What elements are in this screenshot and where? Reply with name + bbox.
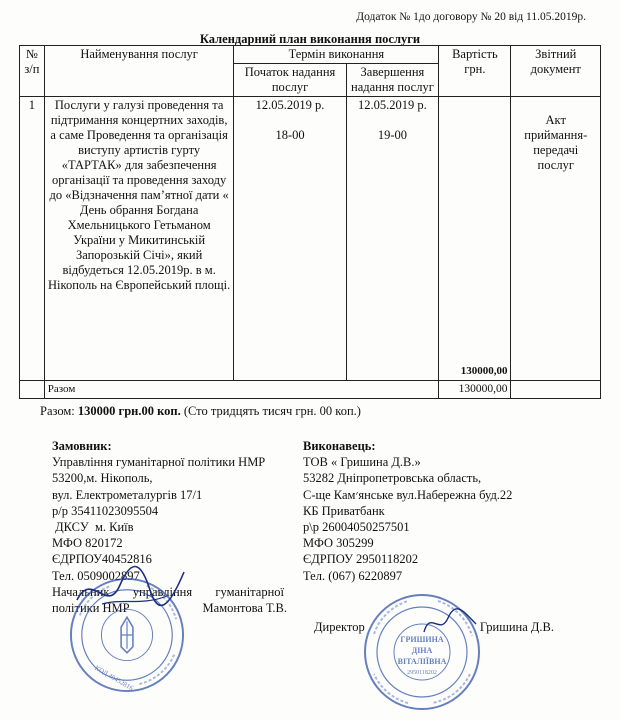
header-term: Термін виконання	[234, 46, 439, 64]
contractor-account: р\р 26004050257501	[303, 520, 410, 535]
row-end-date: 12.05.2019 р.	[358, 98, 427, 112]
row-num: 1	[20, 97, 45, 381]
contractor-phone: Тел. (067) 6220897	[303, 568, 403, 583]
customer-account: р/р 35411023095504	[52, 503, 159, 518]
contractor-stamp-name-2: ДІНА	[411, 646, 433, 655]
customer-address1: 53200,м. Нікополь,	[52, 471, 153, 486]
total-prefix: Разом:	[40, 404, 75, 418]
row-service-description: Послуги у галузі проведення та підтримання концертних заходів, а саме Проведення та організація виступу артистів гурту «ТАРТАК» для забезпечення організації та проведення заходу до «Відзначення пам’ятної дати « День обрання Богдана Хмельницького Гетьманом України у Микитинській Запорозькій Січі», який відбудеться 12.05.2019р. в м. Нікополь на Європейський площі.	[44, 97, 234, 381]
row-start-date: 12.05.2019 р.	[255, 98, 325, 112]
contractor-edrpou: ЄДРПОУ 2950118202	[303, 552, 419, 567]
customer-signer-title: Начальник управління гуманітарної	[52, 584, 284, 599]
customer-bank: ДКСУ м. Київ	[52, 520, 134, 535]
header-end: Завершення надання послуг	[346, 64, 439, 97]
total-words: (Сто тридцять тисяч грн. 00 коп.)	[183, 404, 361, 418]
contractor-stamp-name: ГРИШИНА	[400, 635, 444, 644]
contractor-org: ТОВ « Гришина Д.В.»	[303, 455, 421, 470]
contractor-details	[303, 438, 553, 584]
row-start	[234, 97, 346, 381]
customer-phone: Тел. 0509002897	[52, 568, 140, 583]
customer-address2: вул. Електрометалургів 17/1	[52, 487, 203, 502]
contractor-signer-position: Директор	[314, 620, 365, 634]
total-num-cell	[20, 381, 45, 399]
table-header-row	[20, 46, 601, 64]
row-end	[346, 97, 439, 381]
row-report: Акт приймання-передачі послуг	[511, 97, 601, 381]
row-end-time: 19-00	[377, 128, 407, 142]
row-cost: 130000,00	[460, 365, 508, 377]
customer-signature-icon	[72, 560, 192, 620]
header-report: Звітний документ	[511, 46, 601, 97]
table-total-row	[20, 381, 601, 399]
customer-org: Управління гуманітарної політики НМР	[52, 455, 266, 470]
annex-reference: Додаток № 1до договору № 20 від 11.05.2019р.	[356, 11, 586, 23]
row-start-time: 18-00	[275, 128, 305, 142]
table-row	[20, 97, 601, 381]
header-start: Початок надання послуг	[234, 64, 346, 97]
total-cost: 130000,00	[439, 381, 511, 399]
total-amount: 130000 грн.00 коп.	[77, 404, 181, 418]
customer-stamp-code: КОД 40452816	[93, 664, 135, 693]
customer-signer-name: Мамонтова Т.В.	[202, 601, 287, 615]
header-cost: Вартість грн.	[439, 46, 511, 97]
contractor-title: Виконавець:	[303, 439, 376, 453]
customer-mfo: МФО 820172	[52, 536, 123, 551]
total-summary	[40, 404, 361, 419]
customer-edrpou: ЄДРПОУ40452816	[52, 552, 152, 567]
customer-signer-position: політики НМР	[52, 601, 130, 615]
contractor-stamp-name-3: ВІТАЛІЇВНА	[397, 657, 447, 666]
row-cost-cell	[439, 97, 511, 381]
contractor-address2: С-ще Кам׳янське вул.Набережна буд.22	[303, 487, 513, 502]
contractor-stamp-code: 2950118202	[407, 670, 437, 676]
contractor-address1: 53282 Дніпропетровська область,	[303, 471, 482, 486]
customer-title: Замовник:	[52, 439, 112, 453]
contractor-signer-name: Гришина Д.В.	[479, 620, 554, 634]
schedule-table	[19, 45, 601, 399]
plan-title: Календарний план виконання послуги	[199, 32, 421, 46]
contractor-bank: КБ Приватбанк	[303, 503, 385, 518]
header-service-name: Найменування послуг	[44, 46, 234, 97]
total-report-cell	[511, 381, 601, 399]
contractor-mfo: МФО 305299	[303, 536, 374, 551]
contractor-signature-icon	[420, 606, 480, 640]
total-label: Разом	[44, 381, 438, 399]
header-num: № з/п	[20, 46, 45, 97]
